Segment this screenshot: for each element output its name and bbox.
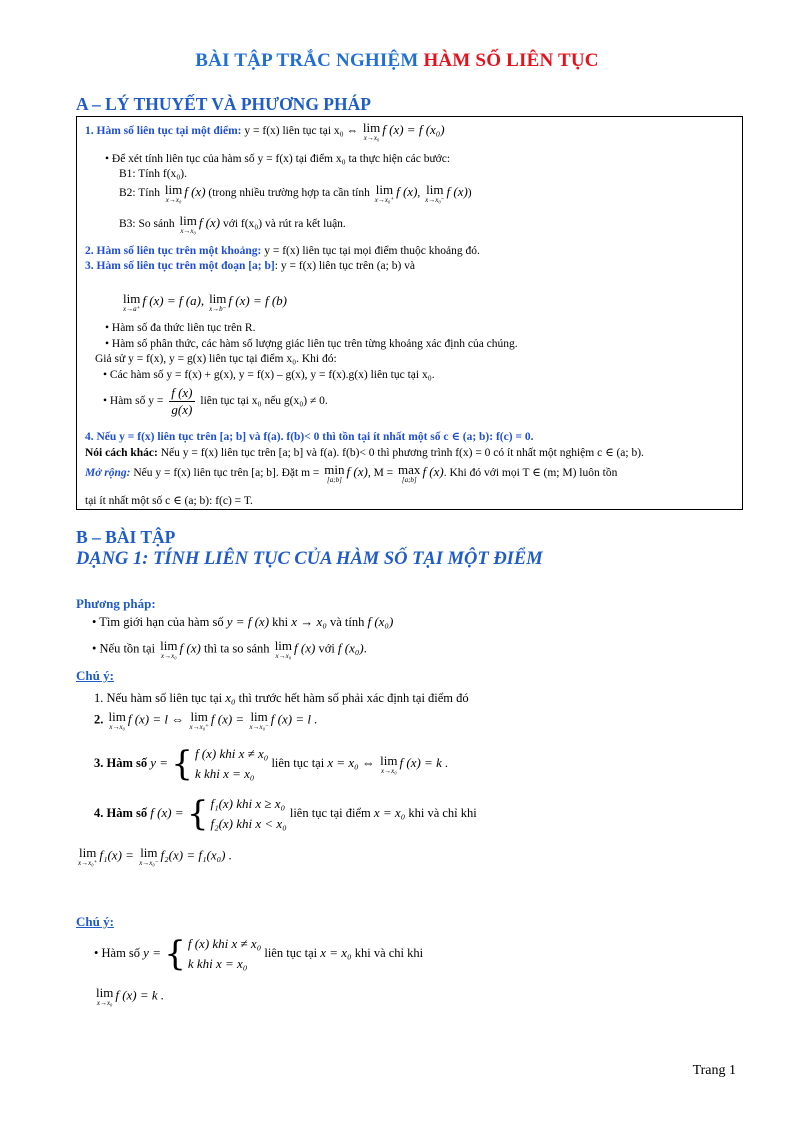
step-b1: B1: Tính f(x₀). (119, 168, 188, 180)
def-segment: 3. Hàm số liên tục trên một đoạn [a; b]: y = f(x) liên tục trên (a; b) và (85, 260, 416, 272)
ivt-statement: 4. Nếu y = f(x) liên tục trên [a; b] và f(a). f(b)< 0 thì tồn tại ít nhất một số c ∈ (a; b): f(c) = 0. (85, 431, 534, 443)
method-step-1: • Tìm giới hạn của hàm số y = f (x) khi x → x₀ và tính f (x₀) (92, 614, 394, 629)
page-title (0, 50, 794, 72)
theory-steps-intro: • Để xét tính liên tục của hàm số y = f(x) tại điểm x₀ ta thực hiện các bước: (105, 153, 451, 165)
limit-symbol: lim x→x₀ (380, 752, 398, 775)
limit-symbol: lim x→x₀ (108, 709, 126, 731)
left-brace: { (171, 744, 193, 785)
limit-symbol: lim x→x₀ (160, 638, 178, 660)
def-point-text: y = f(x) liên tục tại x₀ ⇔ (241, 125, 361, 138)
note-1-item-2: 2. lim x→x₀ f (x) = l ⇔ lim x→x₀⁺ f (x) = lim x→x₀⁻ f (x) = l . (94, 709, 318, 731)
limit-symbol: lim x→x₀⁻ (425, 182, 445, 204)
sum-product-note: • Các hàm số y = f(x) + g(x), y = f(x) – g(x), y = f(x).g(x) liên tục tại x₀. (103, 369, 435, 381)
limit-symbol: lim x→x₀⁻ (139, 845, 159, 867)
ivt-extension-end: tại ít nhất một số c ∈ (a; b): f(c) = T. (85, 495, 253, 507)
title-part-2: HÀM SỐ LIÊN TỤC (423, 50, 599, 71)
quotient-note: • Hàm số y = $\frac{f (x)}{g(x)}$ liên tục tại x₀ nếu g(x₀) ≠ 0. (103, 385, 328, 417)
limit-symbol: lim x→x₀ (96, 985, 114, 1007)
note-1-heading: Chú ý: (76, 668, 114, 683)
note-1-item-1: 1. Nếu hàm số liên tục tại x₀ thì trước hết hàm số phải xác định tại điểm đó (94, 690, 469, 705)
ivt-other-words: Nói cách khác: Nếu y = f(x) liên tục trên [a; b] và f(a). f(b)< 0 thì phương trình f(x) = 0 có ít nhất một nghiệm c ∈ (a; b). (85, 447, 644, 459)
rational-note: • Hàm số phân thức, các hàm số lượng giác liên tục trên từng khoảng xác định của chúng. (105, 338, 518, 350)
piecewise-cases: f (x) khi x ≠ x₀ k khi x = x₀ (194, 746, 269, 782)
limit-symbol: lim x→b⁻ (209, 291, 227, 313)
note-1-item-4-condition: lim x→x₀⁺ f₁(x) = lim x→x₀⁻ f₂(x) = f₁(x₀) . (78, 845, 232, 867)
limit-symbol: lim x→x₀⁻ (249, 709, 269, 731)
note-2-condition: lim x→x₀ f (x) = k . (96, 985, 165, 1007)
step-b2: B2: Tính lim x→x₀ f (x) (trong nhiều trường hợp ta cần tính lim x→x₀⁺ f (x), lim x→x₀⁻ f (x)) (119, 182, 472, 204)
section-a-heading: A – LÝ THUYẾT VÀ PHƯƠNG PHÁP (76, 94, 371, 114)
limit-symbol: lim x→x₀⁺ (78, 845, 98, 867)
left-brace: { (164, 934, 186, 975)
theory-box (76, 116, 743, 510)
section-b-heading: B – BÀI TẬP (76, 527, 176, 547)
ivt-extension: Mở rộng: Nếu y = f(x) liên tục trên [a; b]. Đặt m = min [a;b] f (x), M = max [a;b] f (x). Khi đó với mọi T ∈ (m; M) luôn tồn (85, 462, 618, 484)
limit-symbol: lim x→x₀⁺ (374, 182, 395, 204)
method-heading: Phương pháp: (76, 596, 156, 611)
page-number: Trang 1 (692, 1063, 736, 1078)
note-2-heading: Chú ý: (76, 914, 114, 929)
min-symbol: min [a;b] (324, 462, 345, 484)
limit-symbol: lim x→x₀ (179, 213, 197, 235)
limit-symbol: lim x→x₀ (274, 638, 293, 660)
fraction-f-over-g: $\frac{f (x)}{g(x)}$ (171, 385, 193, 417)
limit-symbol: lim x→x₀⁺ (189, 709, 209, 731)
max-symbol: max [a;b] (398, 462, 421, 484)
method-step-2: • Nếu tồn tại lim x→x₀ f (x) thì ta so sánh lim x→x₀ f (x) với f (x₀). (92, 638, 367, 660)
note-2-item: • Hàm số y = { f (x) khi x ≠ x₀ k khi x = x₀ liên tục tại x = x₀ khi và chỉ khi (94, 934, 424, 975)
note-1-item-3: 3. Hàm số y = { f (x) khi x ≠ x₀ k khi x = x₀ liên tục tại x = x₀ ⇔ lim x→x₀ f (x) = k . (94, 744, 449, 785)
polynomial-note: • Hàm số đa thức liên tục trên R. (105, 322, 256, 334)
step-b3: B3: So sánh lim x→x₀ f (x) với f(x₀) và rút ra kết luận. (119, 213, 346, 235)
theory-line-1 (85, 121, 445, 142)
limit-symbol: lim x→x₀ (362, 120, 381, 142)
assume-note: Giả sử y = f(x), y = g(x) liên tục tại điểm x₀. Khi đó: (95, 353, 337, 365)
limit-symbol: lim x→x₀ (164, 182, 183, 204)
title-part-1: BÀI TẬP TRẮC NGHIỆM (195, 50, 424, 71)
def-point-formula: f (x) = f (x₀) (382, 122, 445, 138)
type-1-heading: DẠNG 1: TÍNH LIÊN TỤC CỦA HÀM SỐ TẠI MỘT ĐIỂM (76, 549, 543, 569)
def-point-heading: 1. Hàm số liên tục tại một điểm: (85, 125, 242, 138)
def-interval: 2. Hàm số liên tục trên một khoảng: y = f(x) liên tục tại mọi điểm thuộc khoảng đó. (85, 245, 480, 257)
limit-symbol: lim x→a⁺ (123, 291, 141, 313)
left-brace: { (186, 794, 209, 835)
note-1-item-4: 4. Hàm số f (x) = { f₁(x) khi x ≥ x₀ f₂(x) khi x < x₀ liên tục tại điểm x = x₀ khi và chỉ khi (94, 794, 477, 835)
piecewise-cases: f (x) khi x ≠ x₀ k khi x = x₀ (187, 936, 262, 972)
segment-formula: lim x→a⁺ f (x) = f (a), lim x→b⁻ f (x) = f (b) (123, 291, 287, 313)
piecewise-cases: f₁(x) khi x ≥ x₀ f₂(x) khi x < x₀ (210, 796, 287, 832)
